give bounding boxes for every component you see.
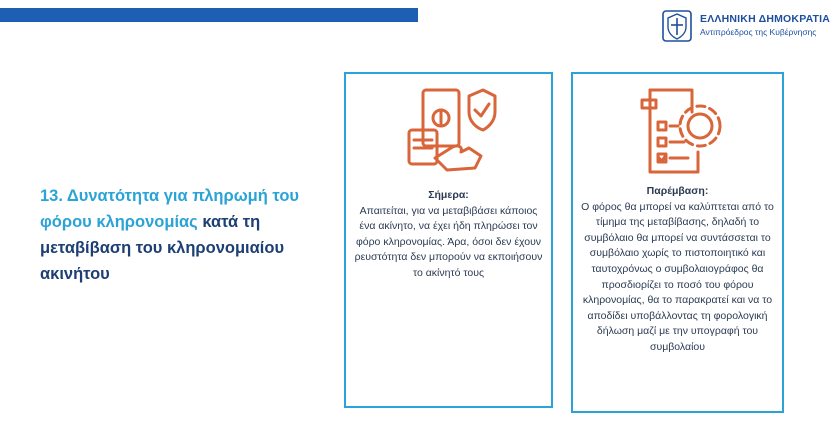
card-intervention-text: [579, 184, 776, 356]
card-today-title: Σήμερα:: [428, 189, 469, 201]
top-accent-bar: [0, 8, 418, 22]
card-intervention-title: Παρέμβαση:: [646, 185, 709, 197]
card-intervention: [571, 72, 784, 413]
government-subtitle: Αντιπρόεδρος της Κυβέρνησης: [700, 27, 817, 37]
heading-highlight: 13. Δυνατότητα για πληρωμή του φόρου κληρονομίας: [40, 187, 300, 231]
card-today: [344, 72, 553, 408]
document-gear-checklist-icon: [628, 82, 728, 182]
card-intervention-body: Ο φόρος θα μπορεί να καλύπτεται από το τίμημα της μεταβίβασης, δηλαδή το συμβόλαιο θα μπορεί να συντάσσεται το συμβόλαιο χωρίς το πιστοποιητικό και ταυτοχρόνως ο συμβολαιογράφος θα προσδιορίζει το ποσό του φόρου κληρονομίας, θα το παρακρατεί και να το αποδίδει υποβάλλοντας τη φορολογική δήλωση μαζί με την υπογραφή του συμβολαίου: [581, 200, 774, 353]
government-name: ΕΛΛΗΝΙΚΗ ΔΗΜΟΚΡΑΤΙΑ: [700, 13, 831, 25]
greek-emblem-icon: [662, 10, 692, 42]
money-payment-shield-icon: [399, 82, 499, 182]
heading-rest: κατά τη μεταβίβαση του κληρονομιαίου ακινήτου: [40, 213, 285, 283]
slide-heading: [40, 183, 320, 287]
card-today-text: [352, 188, 545, 282]
card-today-body: Απαιτείται, για να μεταβιβάσει κάποιος ένα ακίνητο, να έχει ήδη πληρώσει τον φόρο κληρονομίας. Άρα, όσοι δεν έχουν ρευστότητα δεν μπορούν να εκποιήσουν το ακίνητό τους: [354, 204, 543, 279]
